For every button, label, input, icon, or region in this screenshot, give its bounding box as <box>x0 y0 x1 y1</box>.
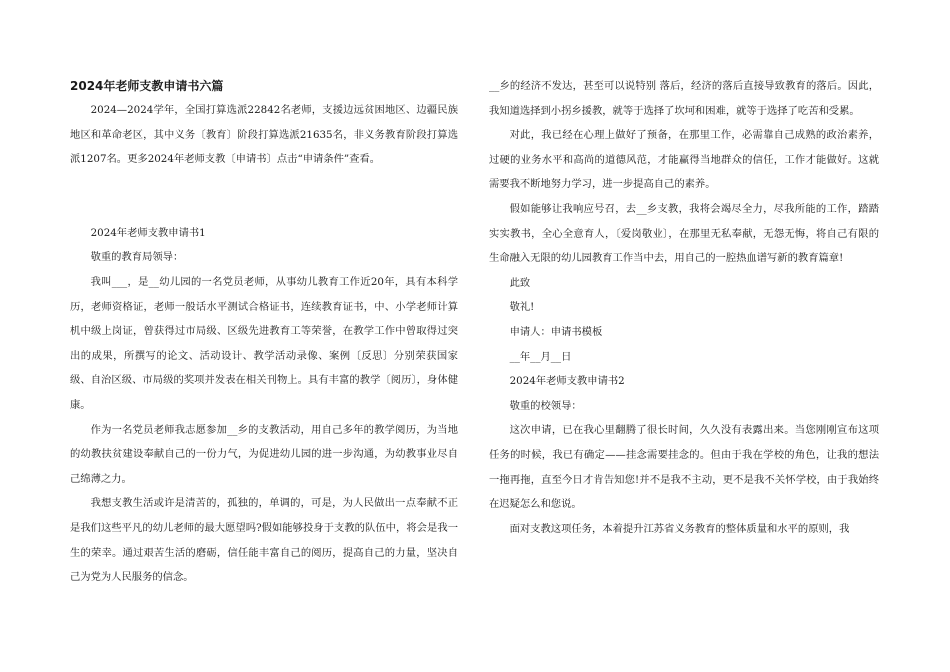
body-paragraph: 假如能够让我响应号召，去__乡支教，我将会竭尽全力，尽我所能的工作，踏踏实实教书，全心全意育人，〔爱岗敬业〕，在那里无私奉献，无怨无悔，将自己有限的生命融入无限的幼儿园教育工作当中去，用自己的一腔热血谱写新的教育篇章! <box>489 202 879 265</box>
salutation: 敬重的校领导： <box>509 399 582 412</box>
right-column <box>489 74 879 541</box>
body-paragraph: 对此，我已经在心理上做好了预备，在那里工作，必需靠自己成熟的政治素养，过硬的业务水平和高尚的道德风范，才能赢得当地群众的信任，工作才能做好。这就需要我不断地努力学习，进一步提高自己的素养。 <box>489 129 879 191</box>
document-title: 2024年老师支教申请书六篇 <box>70 79 224 93</box>
body-paragraph: 这次申请，已在我心里翻腾了很长时间，久久没有表露出来。当您刚刚宣布这项任务的时候，我已有确定——挂念需要挂念的。但由于我在学校的角色，让我的想法一拖再拖，直至今日才肯告知您!并不是我不主动，更不是我不关怀学校，由于我始终在迟疑怎么和您说。 <box>489 424 879 511</box>
closing-line: 敬礼! <box>509 301 535 314</box>
spacer <box>70 172 458 221</box>
intro-paragraph: 2024—2024学年，全国打算选派22842名老师，支援边远贫困地区、边疆民族地区和革命老区，其中义务〔教育〕阶段打算选派21635名，非义务教育阶段打算选派1207名。更多2024年老师支教〔申请书〕点击“申请条件”查看。 <box>70 104 458 166</box>
body-paragraph: __乡的经济不发达，甚至可以说特别 落后，经济的落后直接导致教育的落后。因此，我知道选择到小拐乡援教，就等于选择了坎坷和困难，就等于选择了吃苦和受累。 <box>489 80 879 117</box>
body-paragraph: 我想支教生活或许是清苦的，孤独的，单调的，可是，为人民做出一点奉献不正是我们这些平凡的幼儿老师的最大愿望吗?假如能够投身于支教的队伍中，将会是我一生的荣幸。通过艰苦生活的磨砺，信任能丰富自己的阅历，提高自己的力量，坚决自己为党为人民服务的信念。 <box>70 497 458 584</box>
applicant-line: 申请人：申请书模板 <box>509 325 603 338</box>
section-heading-2: 2024年老师支教申请书2 <box>509 375 625 388</box>
body-paragraph: 面对支教这项任务，本着提升江苏省义务教育的整体质量和水平的原则，我 <box>509 522 850 535</box>
date-line: __年__月__日 <box>509 350 572 363</box>
salutation: 敬重的教育局领导： <box>90 251 184 264</box>
closing-line: 此致 <box>509 276 531 289</box>
left-column <box>70 74 458 590</box>
body-paragraph: 作为一名党员老师我志愿参加__乡的支教活动，用自己多年的教学阅历，为当地的幼教扶贫建设奉献自己的一份力气，为促进幼儿园的进一步沟通，为幼教事业尽自己绵薄之力。 <box>70 423 458 485</box>
body-paragraph: 我叫___，是__幼儿园的一名党员老师，从事幼儿教育工作近20年，具有本科学历，老师资格证，老师一般话水平测试合格证书，连续教育证书，中、小学老师计算机中级上岗证，曾获得过市局级、区级先进教育工等荣誉，在教学工作中曾取得过突出的成果，所撰写的论文、活动设计、教学活动录像、案例〔反思〕分别荣获国家级、自治区级、市局级的奖项并发表在相关刊物上。具有丰富的教学〔阅历〕，身体健康。 <box>70 275 458 411</box>
section-heading-1: 2024年老师支教申请书1 <box>90 226 206 239</box>
